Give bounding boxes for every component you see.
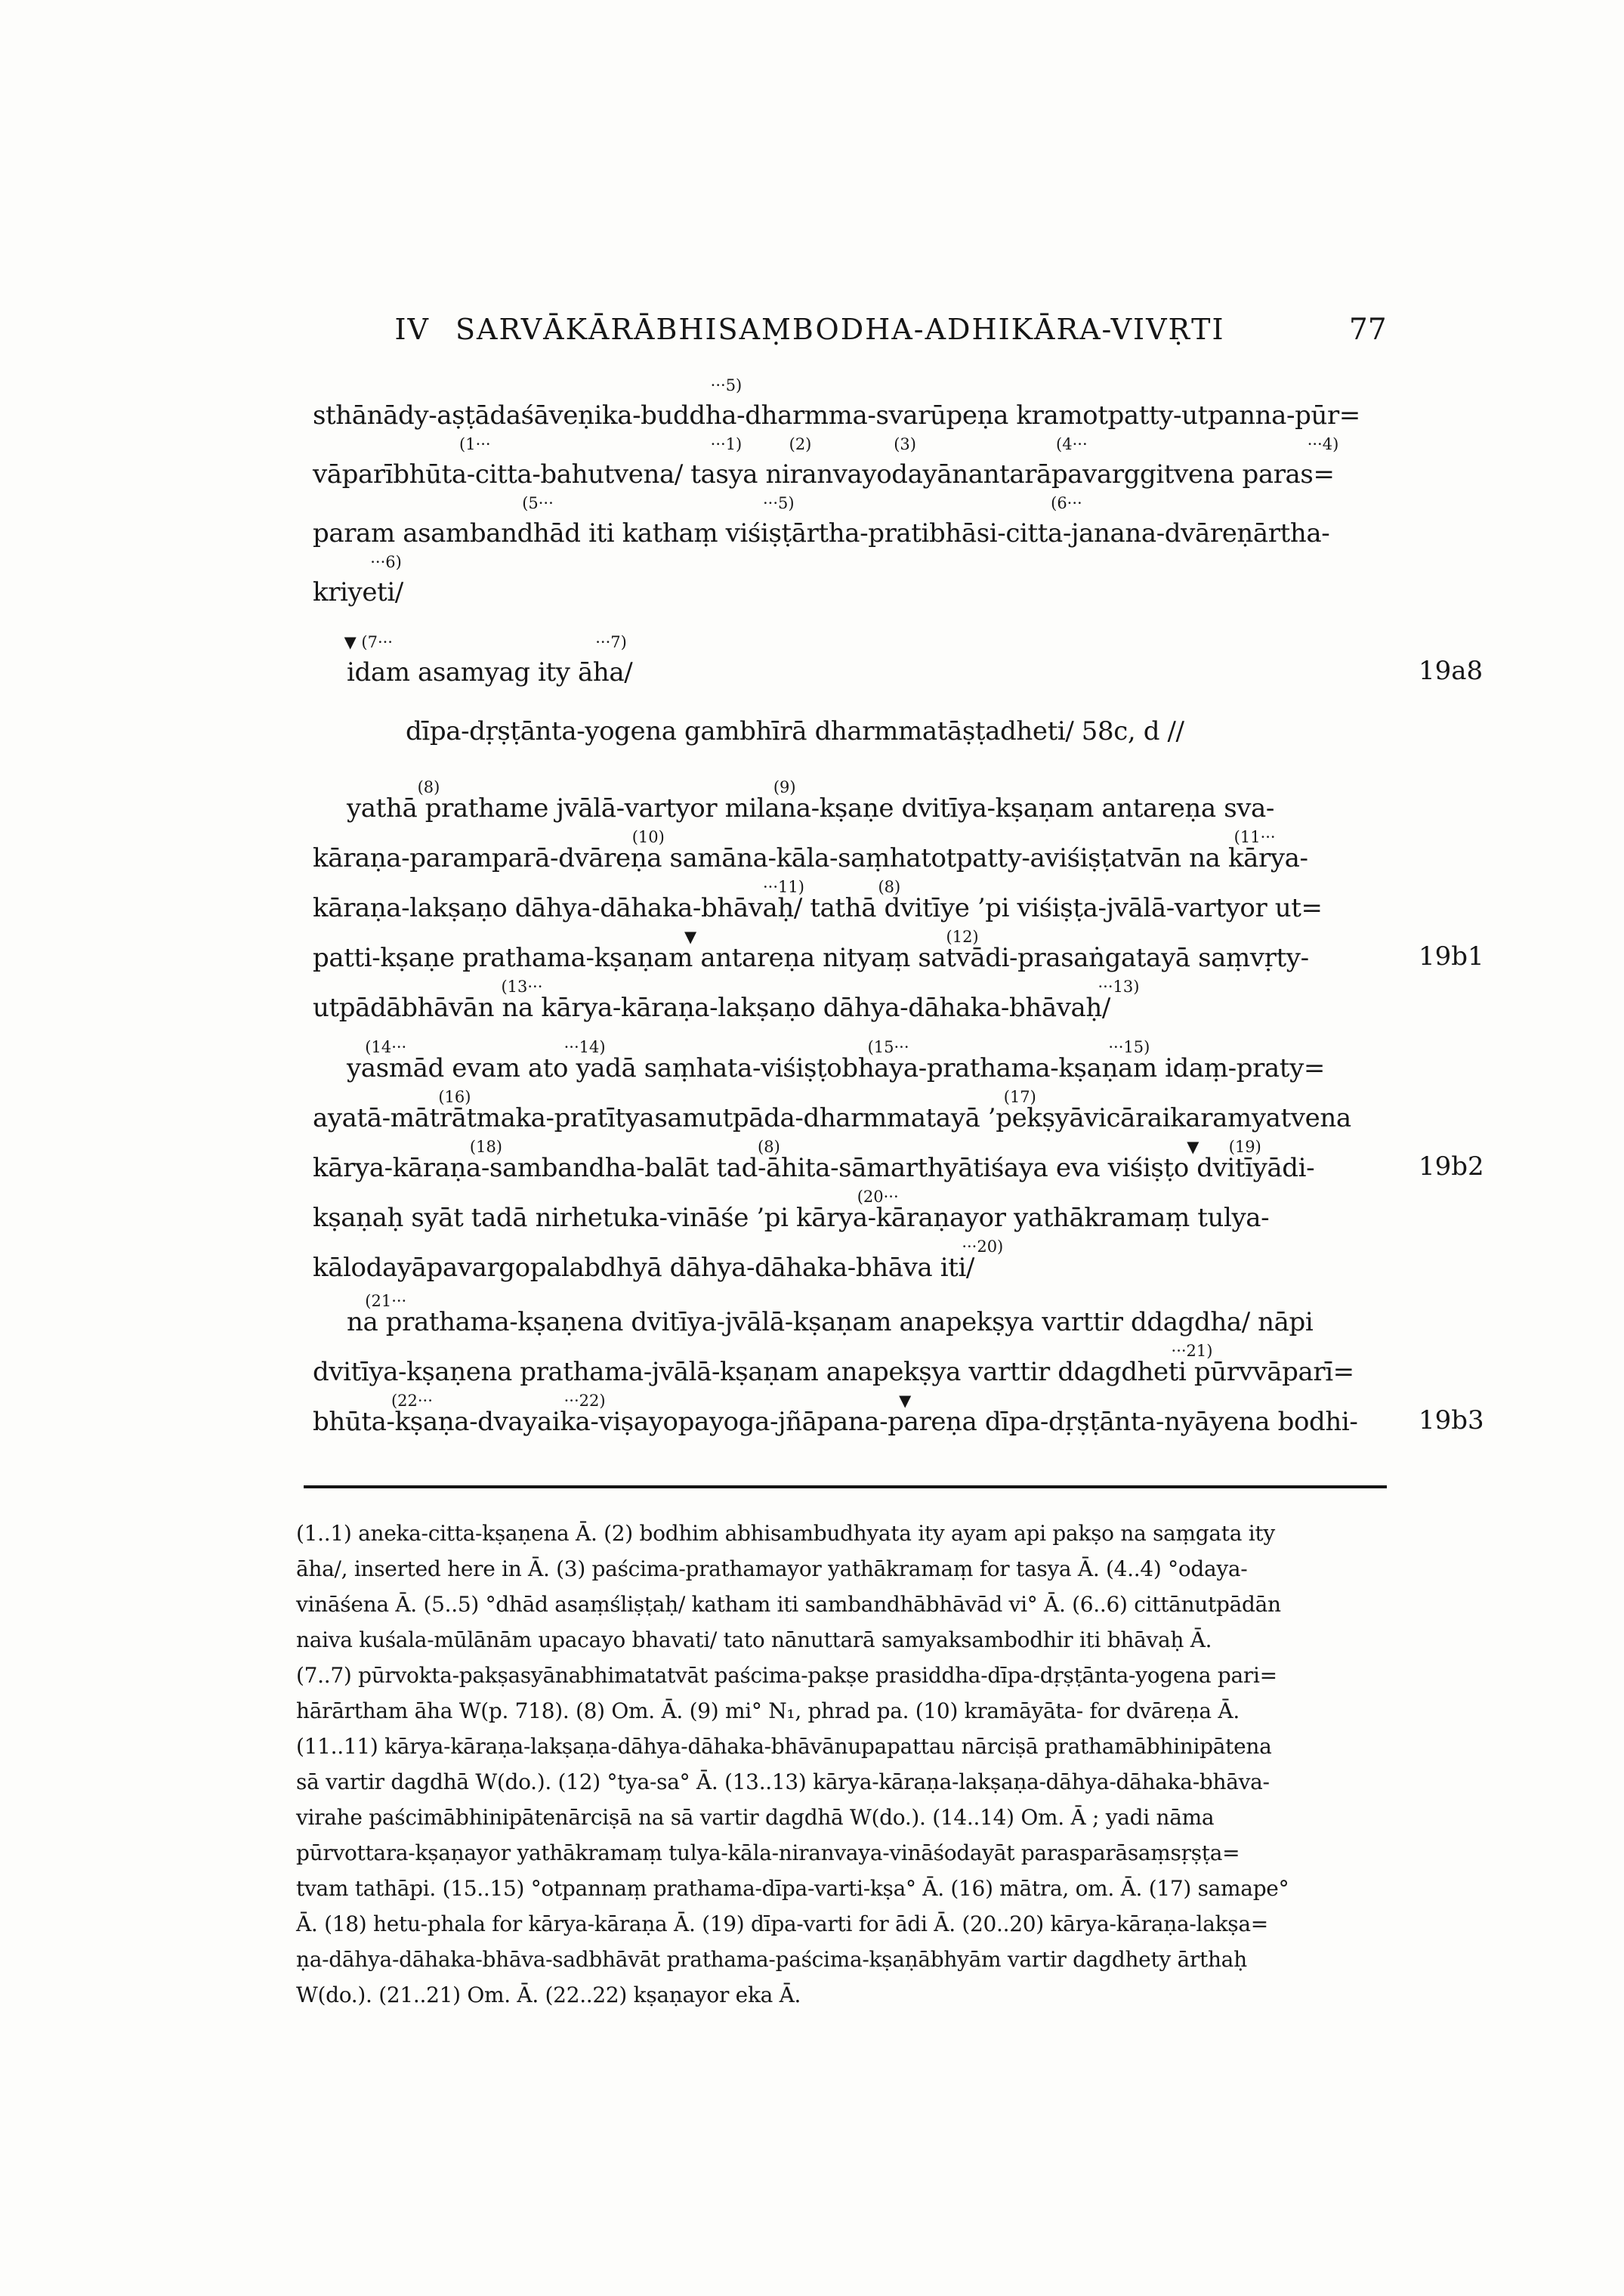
variant-reading-marker: (8) xyxy=(878,878,901,896)
body-line xyxy=(313,493,1360,552)
line-text: param asambandhād iti kathaṃ viśiṣṭārtha-pratibhāsi-citta-janana-dvāreṇārtha- xyxy=(313,518,1330,549)
chapter-number: IV xyxy=(394,313,430,346)
line-text: sthānādy-aṣṭādaśāveṇika-buddha-dharmma-svarūpeṇa kramotpatty-utpanna-pūr= xyxy=(313,400,1360,431)
variant-reading-marker: (18) xyxy=(469,1138,502,1156)
body-line xyxy=(313,876,1360,926)
variant-reading-marker: ···7) xyxy=(595,633,627,651)
variant-reading-marker: ···20) xyxy=(962,1238,1004,1256)
body-line xyxy=(313,1340,1360,1390)
footnote-text: naiva kuśala-mūlānām upacayo bhavati/ tato nānuttarā samyaksambodhir iti bhāvaḥ Ā. xyxy=(296,1627,1212,1652)
variant-reading-marker: (19) xyxy=(1228,1138,1261,1156)
footnote-line xyxy=(296,1584,1376,1619)
variant-reading-marker: (17) xyxy=(1003,1088,1036,1106)
body-line xyxy=(313,926,1484,976)
variant-reading-marker: (22··· xyxy=(391,1392,433,1410)
footnote-separator-rule xyxy=(304,1485,1387,1488)
line-text: utpādābhāvān na kārya-kāraṇa-lakṣaṇo dāhya-dāhaka-bhāvaḥ/ xyxy=(313,993,1110,1023)
footnote-text: tvam tathāpi. (15..15) °otpannaṃ prathama-dīpa-varti-kṣa° Ā. (16) mātra, om. Ā. (17) samape° xyxy=(296,1876,1289,1901)
line-text: yathā prathame jvālā-vartyor milana-kṣaṇe dvitīya-kṣaṇam antareṇa sva- xyxy=(347,793,1275,824)
footnote-text: āha/, inserted here in Ā. (3) paścima-prathamayor yathākramaṃ for tasya Ā. (4..4) °odaya- xyxy=(296,1556,1248,1581)
folio-label: 19b3 xyxy=(1419,1405,1484,1435)
line-text: na prathama-kṣaṇena dvitīya-jvālā-kṣaṇam anapekṣya varttir ddagdha/ nāpi xyxy=(347,1307,1314,1337)
folio-label: 19b2 xyxy=(1419,1151,1484,1182)
footnote-line xyxy=(296,1690,1376,1726)
body-line xyxy=(313,1390,1484,1440)
footnote-text: hārārtham āha W(p. 718). (8) Om. Ā. (9) mi° N₁, phrad pa. (10) kramāyāta- for dvāreṇa Ā. xyxy=(296,1698,1240,1723)
footnote-text: (11..11) kārya-kāraṇa-lakṣaṇa-dāhya-dāhaka-bhāvānupapattau nārciṣā prathamābhinipātena xyxy=(296,1734,1272,1759)
variant-reading-marker: ···5) xyxy=(762,494,795,512)
body-line xyxy=(313,691,1360,749)
body-line xyxy=(313,375,1360,434)
variant-reading-marker: (5··· xyxy=(522,494,554,512)
variant-reading-marker: (6··· xyxy=(1051,494,1082,512)
footnote-line xyxy=(296,1655,1376,1690)
line-text: dīpa-dṛṣṭānta-yogena gambhīrā dharmmatāṣṭadheti/ 58c, d // xyxy=(406,716,1184,746)
variant-reading-marker: ···1) xyxy=(710,435,743,453)
variant-reading-marker: (11··· xyxy=(1233,828,1276,846)
paragraph-4 xyxy=(313,1290,1484,1440)
body-line xyxy=(313,1186,1360,1236)
body-line xyxy=(313,632,1484,691)
line-text: kṣaṇaḥ syāt tadā nirhetuka-vināśe ’pi kārya-kāraṇayor yathākramaṃ tulya- xyxy=(313,1203,1270,1233)
variant-reading-marker: ▼ xyxy=(684,928,697,946)
body-line xyxy=(313,777,1360,827)
footnote-text: Ā. (18) hetu-phala for kārya-kāraṇa Ā. (19) dīpa-varti for ādi Ā. (20..20) kārya-kāraṇa-lakṣa= xyxy=(296,1911,1268,1936)
variant-reading-marker: (9) xyxy=(773,778,796,796)
footnote-line xyxy=(296,1868,1376,1903)
footnote-line xyxy=(296,1903,1376,1939)
variant-reading-marker: ···21) xyxy=(1171,1342,1213,1360)
body-line xyxy=(313,552,1360,610)
variant-reading-marker: ▼ (7··· xyxy=(344,633,393,651)
running-head xyxy=(313,313,1387,351)
variant-reading-marker: (20··· xyxy=(857,1188,899,1206)
body-line xyxy=(313,976,1360,1026)
footnote-line xyxy=(296,1939,1376,1974)
variant-reading-marker: (16) xyxy=(438,1088,471,1106)
page-title xyxy=(313,313,1360,346)
footnote-text: (7..7) pūrvokta-pakṣasyānabhimatatvāt paścima-pakṣe prasiddha-dīpa-dṛṣṭānta-yogena pari= xyxy=(296,1663,1277,1688)
line-text: kālodayāpavargopalabdhyā dāhya-dāhaka-bhāva iti/ xyxy=(313,1253,974,1283)
variant-reading-marker: ▼ xyxy=(1187,1138,1199,1156)
body-line xyxy=(313,827,1360,876)
variant-reading-marker: (3) xyxy=(894,435,916,453)
footnote-line xyxy=(296,1513,1376,1548)
variant-reading-marker: ···13) xyxy=(1098,978,1140,996)
footnote-apparatus xyxy=(296,1513,1376,2010)
line-text: idam asamyag ity āha/ xyxy=(347,657,633,688)
chapter-title: SARVĀKĀRĀBHISAṂBODHA-ADHIKĀRA-VIVṚTI xyxy=(455,313,1225,346)
variant-reading-marker: (21··· xyxy=(365,1292,407,1310)
footnote-text: sā vartir dagdhā W(do.). (12) °tya-sa° Ā. (13..13) kārya-kāraṇa-lakṣaṇa-dāhya-dāhaka-bhāva- xyxy=(296,1769,1270,1794)
footnote-line xyxy=(296,1974,1376,2010)
line-text: yasmād evam ato yadā saṃhata-viśiṣṭobhaya-prathama-kṣaṇam idaṃ-praty= xyxy=(347,1053,1325,1083)
line-text: bhūta-kṣaṇa-dvayaika-viṣayopayoga-jñāpana-pareṇa dīpa-dṛṣṭānta-nyāyena bodhi- xyxy=(313,1407,1358,1437)
variant-reading-marker: (13··· xyxy=(501,978,543,996)
footnote-line xyxy=(296,1548,1376,1584)
page-number: 77 xyxy=(1349,313,1387,347)
variant-reading-marker: (14··· xyxy=(365,1038,407,1056)
paragraph-3 xyxy=(313,1037,1484,1286)
variant-reading-marker: ···15) xyxy=(1108,1038,1150,1056)
footnote-text: pūrvottara-kṣaṇayor yathākramaṃ tulya-kāla-niranvaya-vināśodayāt parasparāsaṃsṛṣṭa= xyxy=(296,1840,1240,1865)
body-line xyxy=(313,1236,1360,1286)
footnote-line xyxy=(296,1726,1376,1761)
body-line xyxy=(313,1290,1360,1340)
footnote-text: virahe paścimābhinipātenārciṣā na sā vartir dagdhā W(do.). (14..14) Om. Ā ; yadi nāma xyxy=(296,1805,1215,1830)
line-text: kārya-kāraṇa-sambandha-balāt tad-āhita-sāmarthyātiśaya eva viśiṣṭo dvitīyādi- xyxy=(313,1153,1315,1183)
line-text: kriyeti/ xyxy=(313,577,403,607)
variant-reading-marker: (2) xyxy=(789,435,812,453)
body-line xyxy=(313,1136,1484,1186)
variant-reading-marker: ···14) xyxy=(563,1038,606,1056)
variant-reading-marker: ···11) xyxy=(762,878,804,896)
footnote-line xyxy=(296,1619,1376,1655)
footnote-text: (1..1) aneka-citta-kṣaṇena Ā. (2) bodhim abhisambudhyata ity ayam api pakṣo na saṃgata ity xyxy=(296,1521,1275,1546)
variant-reading-marker: (10) xyxy=(631,828,665,846)
variant-reading-marker: ···5) xyxy=(710,376,743,394)
quote-block xyxy=(313,632,1484,749)
variant-reading-marker: ···22) xyxy=(563,1392,606,1410)
paragraph-2 xyxy=(313,777,1484,1026)
body-line xyxy=(313,1086,1360,1136)
variant-reading-marker: (12) xyxy=(946,928,979,946)
footnote-text: ṇa-dāhya-dāhaka-bhāva-sadbhāvāt prathama-paścima-kṣaṇābhyām vartir dagdhety ārthaḥ xyxy=(296,1947,1247,1972)
footnote-line xyxy=(296,1832,1376,1868)
line-text: patti-kṣaṇe prathama-kṣaṇam antareṇa nityaṃ satvādi-prasaṅgatayā saṃvṛty- xyxy=(313,943,1309,973)
line-text: dvitīya-kṣaṇena prathama-jvālā-kṣaṇam anapekṣya varttir ddagdheti pūrvvāparī= xyxy=(313,1357,1354,1387)
variant-reading-marker: ···4) xyxy=(1307,435,1339,453)
variant-reading-marker: (1··· xyxy=(459,435,491,453)
variant-reading-marker: (4··· xyxy=(1056,435,1088,453)
text-column xyxy=(296,0,1484,2296)
paragraph-1 xyxy=(313,375,1360,610)
folio-label: 19b1 xyxy=(1419,941,1484,972)
line-text: kāraṇa-paramparā-dvāreṇa samāna-kāla-saṃhatotpatty-aviśiṣṭatvān na kārya- xyxy=(313,843,1308,873)
variant-reading-marker: (15··· xyxy=(867,1038,909,1056)
variant-reading-marker: (8) xyxy=(758,1138,780,1156)
footnote-line xyxy=(296,1761,1376,1797)
body-line xyxy=(313,1037,1360,1086)
line-text: ayatā-mātrātmaka-pratītyasamutpāda-dharmmatayā ’pekṣyāvicāraikaramyatvena xyxy=(313,1103,1351,1133)
line-text: kāraṇa-lakṣaṇo dāhya-dāhaka-bhāvaḥ/ tathā dvitīye ’pi viśiṣṭa-jvālā-vartyor ut= xyxy=(313,893,1323,923)
footnote-text: vināśena Ā. (5..5) °dhād asaṃśliṣṭaḥ/ katham iti sambandhābhāvād vi° Ā. (6..6) cittānutpādān xyxy=(296,1592,1281,1617)
variant-reading-marker: (8) xyxy=(417,778,440,796)
line-text: vāparībhūta-citta-bahutvena/ tasya niranvayodayānantarāpavarggitvena paras= xyxy=(313,459,1335,490)
body-line xyxy=(313,434,1360,493)
variant-reading-marker: ···6) xyxy=(370,553,402,571)
footnote-text: W(do.). (21..21) Om. Ā. (22..22) kṣaṇayor eka Ā. xyxy=(296,1982,801,2007)
folio-label: 19a8 xyxy=(1419,656,1484,686)
footnote-line xyxy=(296,1797,1376,1832)
variant-reading-marker: ▼ xyxy=(899,1392,912,1410)
